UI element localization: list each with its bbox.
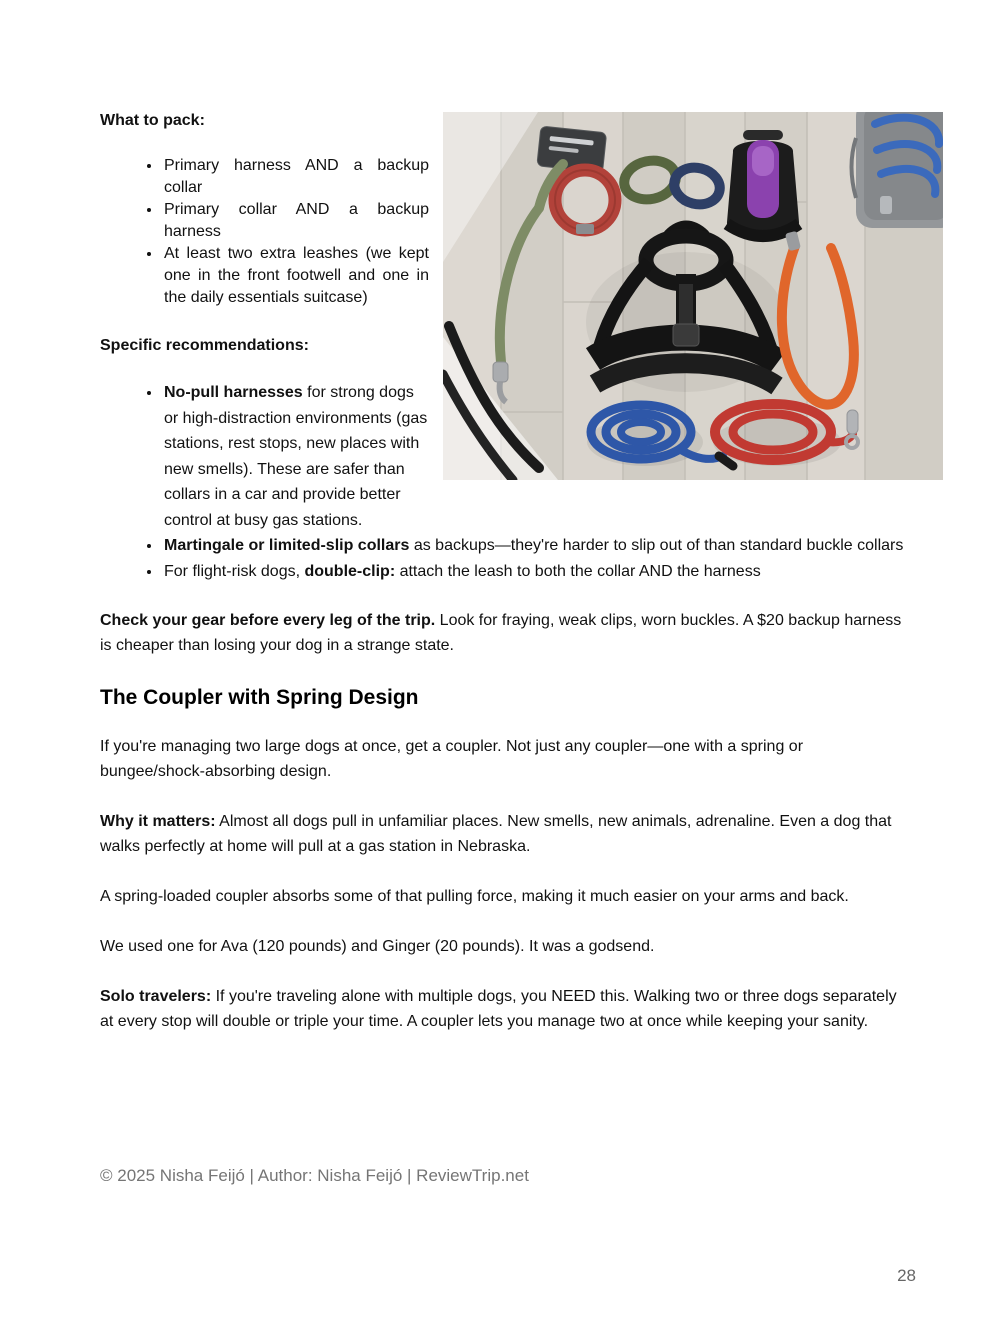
gear-photo [443, 112, 943, 480]
paragraph-bold: Solo travelers: [100, 988, 212, 1005]
list-item-bold: Martingale or limited-slip collars [164, 537, 410, 554]
page-number: 28 [897, 1266, 916, 1285]
list-item-text: For flight-risk dogs, [164, 562, 305, 580]
list-item-bold: double-clip: [304, 562, 396, 580]
list-item-text: for strong dogs or high-distraction environments (gas stations, rest stops, new places with new smells). These are safer than collars in a car and provide better control at busy gas stations. [164, 384, 428, 529]
list-item [162, 533, 905, 559]
paragraph-bold: Check your gear before every leg of the trip. [100, 612, 436, 629]
list-item-bold: No-pull harnesses [164, 384, 303, 401]
list-item-text: Primary harness AND a backup collar [164, 157, 429, 196]
coupler-paragraph-5 [100, 984, 905, 1034]
gear-photo-svg [443, 112, 943, 480]
paragraph-text: Look for fraying, weak clips, worn buckles. A $20 backup harness is cheaper than losing your dog in a strange state. [100, 612, 902, 654]
list-item-text: attach the leash to both the collar AND the harness [395, 562, 761, 580]
coupler-section-heading: The Coupler with Spring Design [100, 686, 419, 709]
paragraph-text: If you're traveling alone with multiple dogs, you NEED this. Walking two or three dogs separately at every stop will double or triple your time. A coupler lets you manage two at once while keeping your sanity. [100, 988, 897, 1030]
list-item-text: as backups—they're harder to slip out of than standard buckle collars [409, 537, 904, 554]
list-item [162, 559, 905, 585]
check-gear-paragraph [100, 608, 905, 658]
list-item-text: Primary collar AND a backup harness [164, 201, 429, 240]
list-item-text: At least two extra leashes (we kept one in the front footwell and one in the daily essentials suitcase) [164, 245, 429, 306]
coupler-paragraph-2 [100, 809, 905, 859]
gray-case-graphic [852, 112, 944, 228]
purple-harness-graphic [727, 130, 799, 236]
what-to-pack-heading: What to pack: [100, 112, 205, 129]
coupler-paragraph-4: We used one for Ava (120 pounds) and Ginger (20 pounds). It was a godsend. [100, 938, 655, 955]
paragraph-text: Almost all dogs pull in unfamiliar places. New smells, new animals, adrenaline. Even a dog that walks perfectly at home will pull at a gas station in Nebraska. [100, 813, 892, 855]
recommendations-heading: Specific recommendations: [100, 337, 309, 354]
coupler-paragraph-3: A spring-loaded coupler absorbs some of that pulling force, making it much easier on your arms and back. [100, 888, 849, 905]
coupler-paragraph-1: If you're managing two large dogs at once, get a coupler. Not just any coupler—one with a spring or bungee/shock-absorbing design. [100, 738, 804, 780]
footer-copyright: © 2025 Nisha Feijó | Author: Nisha Feijó | ReviewTrip.net [100, 1166, 529, 1185]
paragraph-bold: Why it matters: [100, 813, 216, 830]
